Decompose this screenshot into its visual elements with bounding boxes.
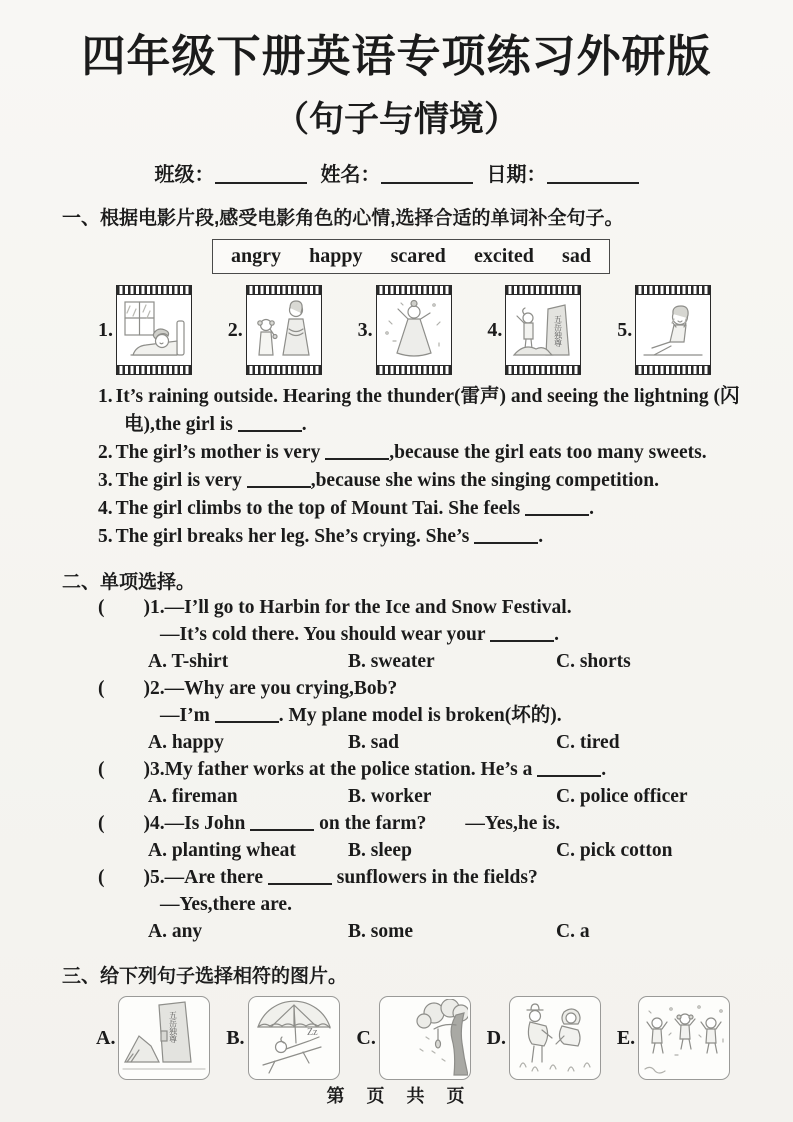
stone-inscription-text: 五岳独尊 [553, 315, 563, 347]
sleep-zz-text: Zz [306, 1027, 318, 1038]
mcq-line: ( )5.—Are there sunflowers in the fields? [98, 867, 538, 888]
option-a[interactable]: A. happy [148, 732, 224, 753]
film-sprocket-strip [247, 286, 321, 294]
frame-number: 1. [98, 318, 113, 341]
question-number: 4. [98, 498, 113, 519]
section-2-heading: 二、单项选择。 [62, 572, 196, 593]
name-label: 姓名： [320, 164, 381, 186]
picture-option-d[interactable] [509, 996, 601, 1080]
picture-unit-e [617, 996, 747, 1080]
film-frame [376, 285, 452, 375]
word-bank-box [212, 239, 610, 274]
scene-sleeping-under-umbrella-illustration [251, 999, 337, 1077]
answer-blank[interactable] [325, 443, 389, 460]
scene-children-celebrating-illustration [641, 999, 727, 1077]
section-2-questions [62, 594, 747, 945]
answer-blank[interactable] [490, 625, 554, 642]
section-1-heading: 一、根据电影片段,感受电影角色的心情,选择合适的单词补全句子。 [62, 208, 624, 229]
page-title: 四年级下册英语专项练习外研版 [81, 32, 712, 81]
section-1-questions [98, 383, 753, 551]
answer-blank[interactable] [525, 499, 589, 516]
stone-inscription-text: 五岳独尊 [168, 1011, 178, 1043]
film-sprocket-strip [636, 286, 710, 294]
option-c[interactable]: C. shorts [556, 651, 631, 672]
mcq-options-row [148, 648, 747, 675]
option-a[interactable]: A. T-shirt [148, 651, 229, 672]
picture-option-c[interactable] [379, 996, 471, 1080]
film-sprocket-strip [117, 366, 191, 374]
picture-label: A. [96, 1026, 116, 1049]
picture-label: D. [486, 1026, 507, 1049]
frame-number: 3. [357, 318, 373, 341]
picture-unit-b [226, 996, 356, 1080]
mcq-item-5 [98, 864, 747, 945]
scene-mother-scolding-girl-illustration [249, 297, 319, 363]
option-c[interactable]: C. pick cotton [556, 840, 673, 861]
answer-parentheses[interactable]: ( )2. [98, 678, 165, 699]
answer-parentheses[interactable]: ( )5. [98, 867, 165, 888]
mcq-item-1 [98, 594, 747, 675]
mcq-line: —I’m . My plane model is broken(坏的). [160, 705, 562, 726]
question-number: 2. [98, 442, 113, 463]
date-label: 日期： [486, 164, 547, 186]
answer-parentheses[interactable]: ( )4. [98, 813, 165, 834]
film-frames-row [98, 285, 747, 375]
option-b[interactable]: B. worker [348, 786, 432, 807]
scene-tree-falling-leaves-illustration [382, 999, 468, 1077]
mcq-options-row [148, 918, 747, 945]
answer-blank[interactable] [537, 760, 601, 777]
option-a[interactable]: A. fireman [148, 786, 238, 807]
film-frame-unit-3 [358, 285, 488, 375]
fill-in-question-2: 2. The girl’s mother is very ,because the girl eats too many sweets. [98, 442, 707, 463]
mcq-line: —It’s cold there. You should wear your . [160, 624, 559, 645]
film-frame [116, 285, 192, 375]
answer-blank[interactable] [215, 706, 279, 723]
section-3-pictures-row [96, 996, 747, 1080]
film-sprocket-strip [636, 366, 710, 374]
film-sprocket-strip [506, 286, 580, 294]
option-a[interactable]: A. planting wheat [148, 840, 296, 861]
picture-option-a[interactable] [118, 996, 210, 1080]
mcq-line: ( )2.—Why are you crying,Bob? [98, 678, 398, 699]
film-frame-unit-4 [487, 285, 617, 375]
film-frame-unit-5 [617, 285, 747, 375]
answer-blank[interactable] [250, 814, 314, 831]
picture-label: C. [356, 1026, 376, 1049]
fill-in-question-1: 1. It’s raining outside. Hearing the thunder(雷声) and seeing the lightning (闪电),the girl is . [98, 386, 740, 435]
mcq-options-row [148, 783, 747, 810]
option-b[interactable]: B. some [348, 921, 413, 942]
frame-number: 5. [617, 318, 633, 341]
word-bank-word: sad [562, 245, 591, 267]
frame-number: 2. [227, 318, 243, 341]
word-bank-word: angry [231, 245, 281, 267]
film-sprocket-strip [377, 366, 451, 374]
film-frame [635, 285, 711, 375]
scene-grandparents-picking-illustration [512, 999, 598, 1077]
fill-in-question-4: 4. The girl climbs to the top of Mount Tai. She feels . [98, 498, 595, 519]
section-3-heading: 三、给下列句子选择相符的图片。 [62, 966, 348, 987]
word-bank-word: happy [309, 245, 363, 267]
option-b[interactable]: B. sweater [348, 651, 435, 672]
scene-mount-tai-stone-illustration [121, 999, 207, 1077]
word-bank-word: scared [390, 245, 446, 267]
answer-blank[interactable] [474, 527, 538, 544]
picture-option-e[interactable] [638, 996, 730, 1080]
name-input-blank[interactable] [381, 162, 473, 184]
picture-unit-a [96, 996, 226, 1080]
picture-unit-c [356, 996, 486, 1080]
mcq-options-row [148, 837, 747, 864]
option-b[interactable]: B. sad [348, 732, 399, 753]
film-sprocket-strip [377, 286, 451, 294]
picture-label: B. [226, 1026, 245, 1049]
fill-in-question-5: 5. The girl breaks her leg. She’s crying. She’s . [98, 526, 544, 547]
film-sprocket-strip [506, 366, 580, 374]
scene-girl-crying-broken-leg-illustration [638, 297, 708, 363]
fill-in-question-3: 3. The girl is very ,because she wins the singing competition. [98, 470, 660, 491]
question-number: 1. [98, 386, 113, 407]
frame-number: 4. [487, 318, 503, 341]
option-c[interactable]: C. a [556, 921, 590, 942]
scene-girl-in-bed-storm-illustration [119, 297, 189, 363]
mcq-item-4 [98, 810, 747, 864]
mcq-line: ( )1.—I’ll go to Harbin for the Ice and Snow Festival. [98, 597, 572, 618]
page-footer: 第 页 共 页 [326, 1086, 467, 1106]
answer-parentheses[interactable]: ( )3. [98, 759, 165, 780]
answer-blank[interactable] [238, 415, 302, 432]
answer-blank[interactable] [268, 868, 332, 885]
option-c[interactable]: C. police officer [556, 786, 688, 807]
answer-parentheses[interactable]: ( )1. [98, 597, 165, 618]
film-frame [246, 285, 322, 375]
question-number: 3. [98, 470, 113, 491]
mcq-line: ( )4.—Is John on the farm? —Yes,he is. [98, 813, 561, 834]
mcq-item-3 [98, 756, 747, 810]
film-frame-unit-1 [98, 285, 228, 375]
option-c[interactable]: C. tired [556, 732, 620, 753]
question-number: 5. [98, 526, 113, 547]
film-sprocket-strip [247, 366, 321, 374]
picture-label: E. [616, 1026, 636, 1049]
student-info-row [0, 158, 793, 187]
mcq-line: —Yes,there are. [160, 894, 292, 915]
mcq-item-2 [98, 675, 747, 756]
date-input-blank[interactable] [547, 162, 639, 184]
mcq-options-row [148, 729, 747, 756]
picture-option-b[interactable] [248, 996, 340, 1080]
word-bank-word: excited [473, 245, 534, 267]
picture-unit-d [487, 996, 617, 1080]
option-a[interactable]: A. any [148, 921, 203, 942]
mcq-line: ( )3.My father works at the police station. He’s a . [98, 759, 607, 780]
answer-blank[interactable] [247, 471, 311, 488]
class-label: 班级： [154, 164, 215, 186]
scene-girl-on-mount-tai-illustration [508, 297, 578, 363]
film-frame [505, 285, 581, 375]
scene-girl-singing-confetti-illustration [379, 297, 449, 363]
film-sprocket-strip [117, 286, 191, 294]
class-input-blank[interactable] [215, 162, 307, 184]
film-frame-unit-2 [228, 285, 358, 375]
page-subtitle: （句子与情境） [273, 100, 519, 139]
option-b[interactable]: B. sleep [348, 840, 412, 861]
